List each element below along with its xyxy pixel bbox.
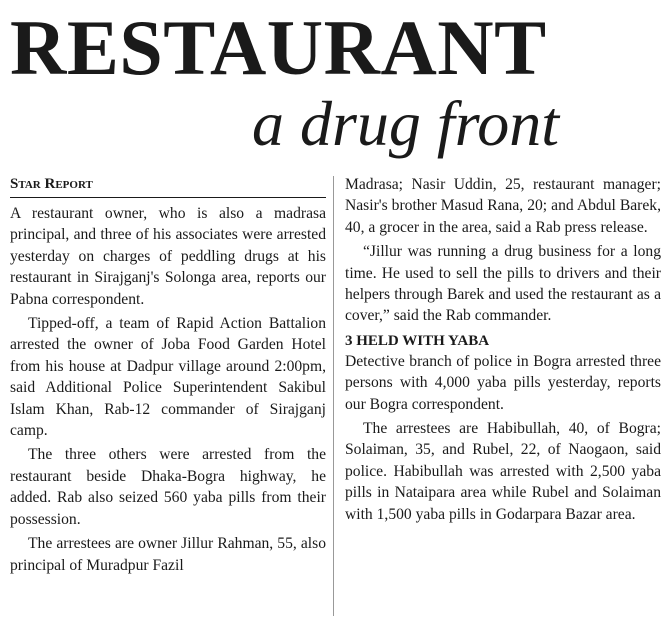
paragraph: The arrestees are Habibullah, 40, of Bogra; Solaiman, 35, and Rubel, 22, of Naogaon, said police. Habibullah was arrested with 2,500 yaba pills in Nataipara area while Rubel and Solaiman with 1,500 yaba pills in Godarpara Bazar area.: [345, 420, 661, 523]
paragraph: Tipped-off, a team of Rapid Action Battalion arrested the owner of Joba Food Garden Hotel from his house at Dadpur village around 2:00pm, said Additional Police Superintendent Sakibul Islam Khan, Rab-12 commander of Sirajganj camp.: [10, 315, 326, 440]
subhead: 3 HELD WITH YABA: [345, 332, 490, 349]
column-divider: [333, 176, 334, 616]
paragraph: The three others were arrested from the restaurant beside Dhaka-Bogra highway, he added. Rab also seized 560 yaba pills from their possession.: [10, 446, 326, 528]
headline-sub: a drug front: [252, 88, 559, 159]
headline-main: RESTAURANT: [10, 4, 547, 91]
paragraph: Detective branch of police in Bogra arrested three persons with 4,000 yaba pills yesterday, reports our Bogra correspondent.: [345, 352, 661, 413]
article-right-column: [345, 174, 661, 528]
paragraph: Madrasa; Nasir Uddin, 25, restaurant manager; Nasir's brother Masud Rana, 20; and Abdul Barek, 40, a grocer in the area, said a Rab press release.: [345, 176, 661, 236]
paragraph: The arrestees are owner Jillur Rahman, 55, also principal of Muradpur Fazil: [10, 535, 326, 574]
article-left-column: [10, 174, 326, 579]
paragraph: A restaurant owner, who is also a madrasa principal, and three of his associates were arrested yesterday on charges of peddling drugs at his restaurant in Sirajganj's Solonga area, reports our Pabna correspondent.: [10, 205, 326, 308]
byline: Star Report: [10, 174, 326, 198]
paragraph: “Jillur was running a drug business for a long time. He used to sell the pills to drivers and their helpers through Barek and used the restaurant as a cover,” said the Rab commander.: [345, 243, 661, 325]
